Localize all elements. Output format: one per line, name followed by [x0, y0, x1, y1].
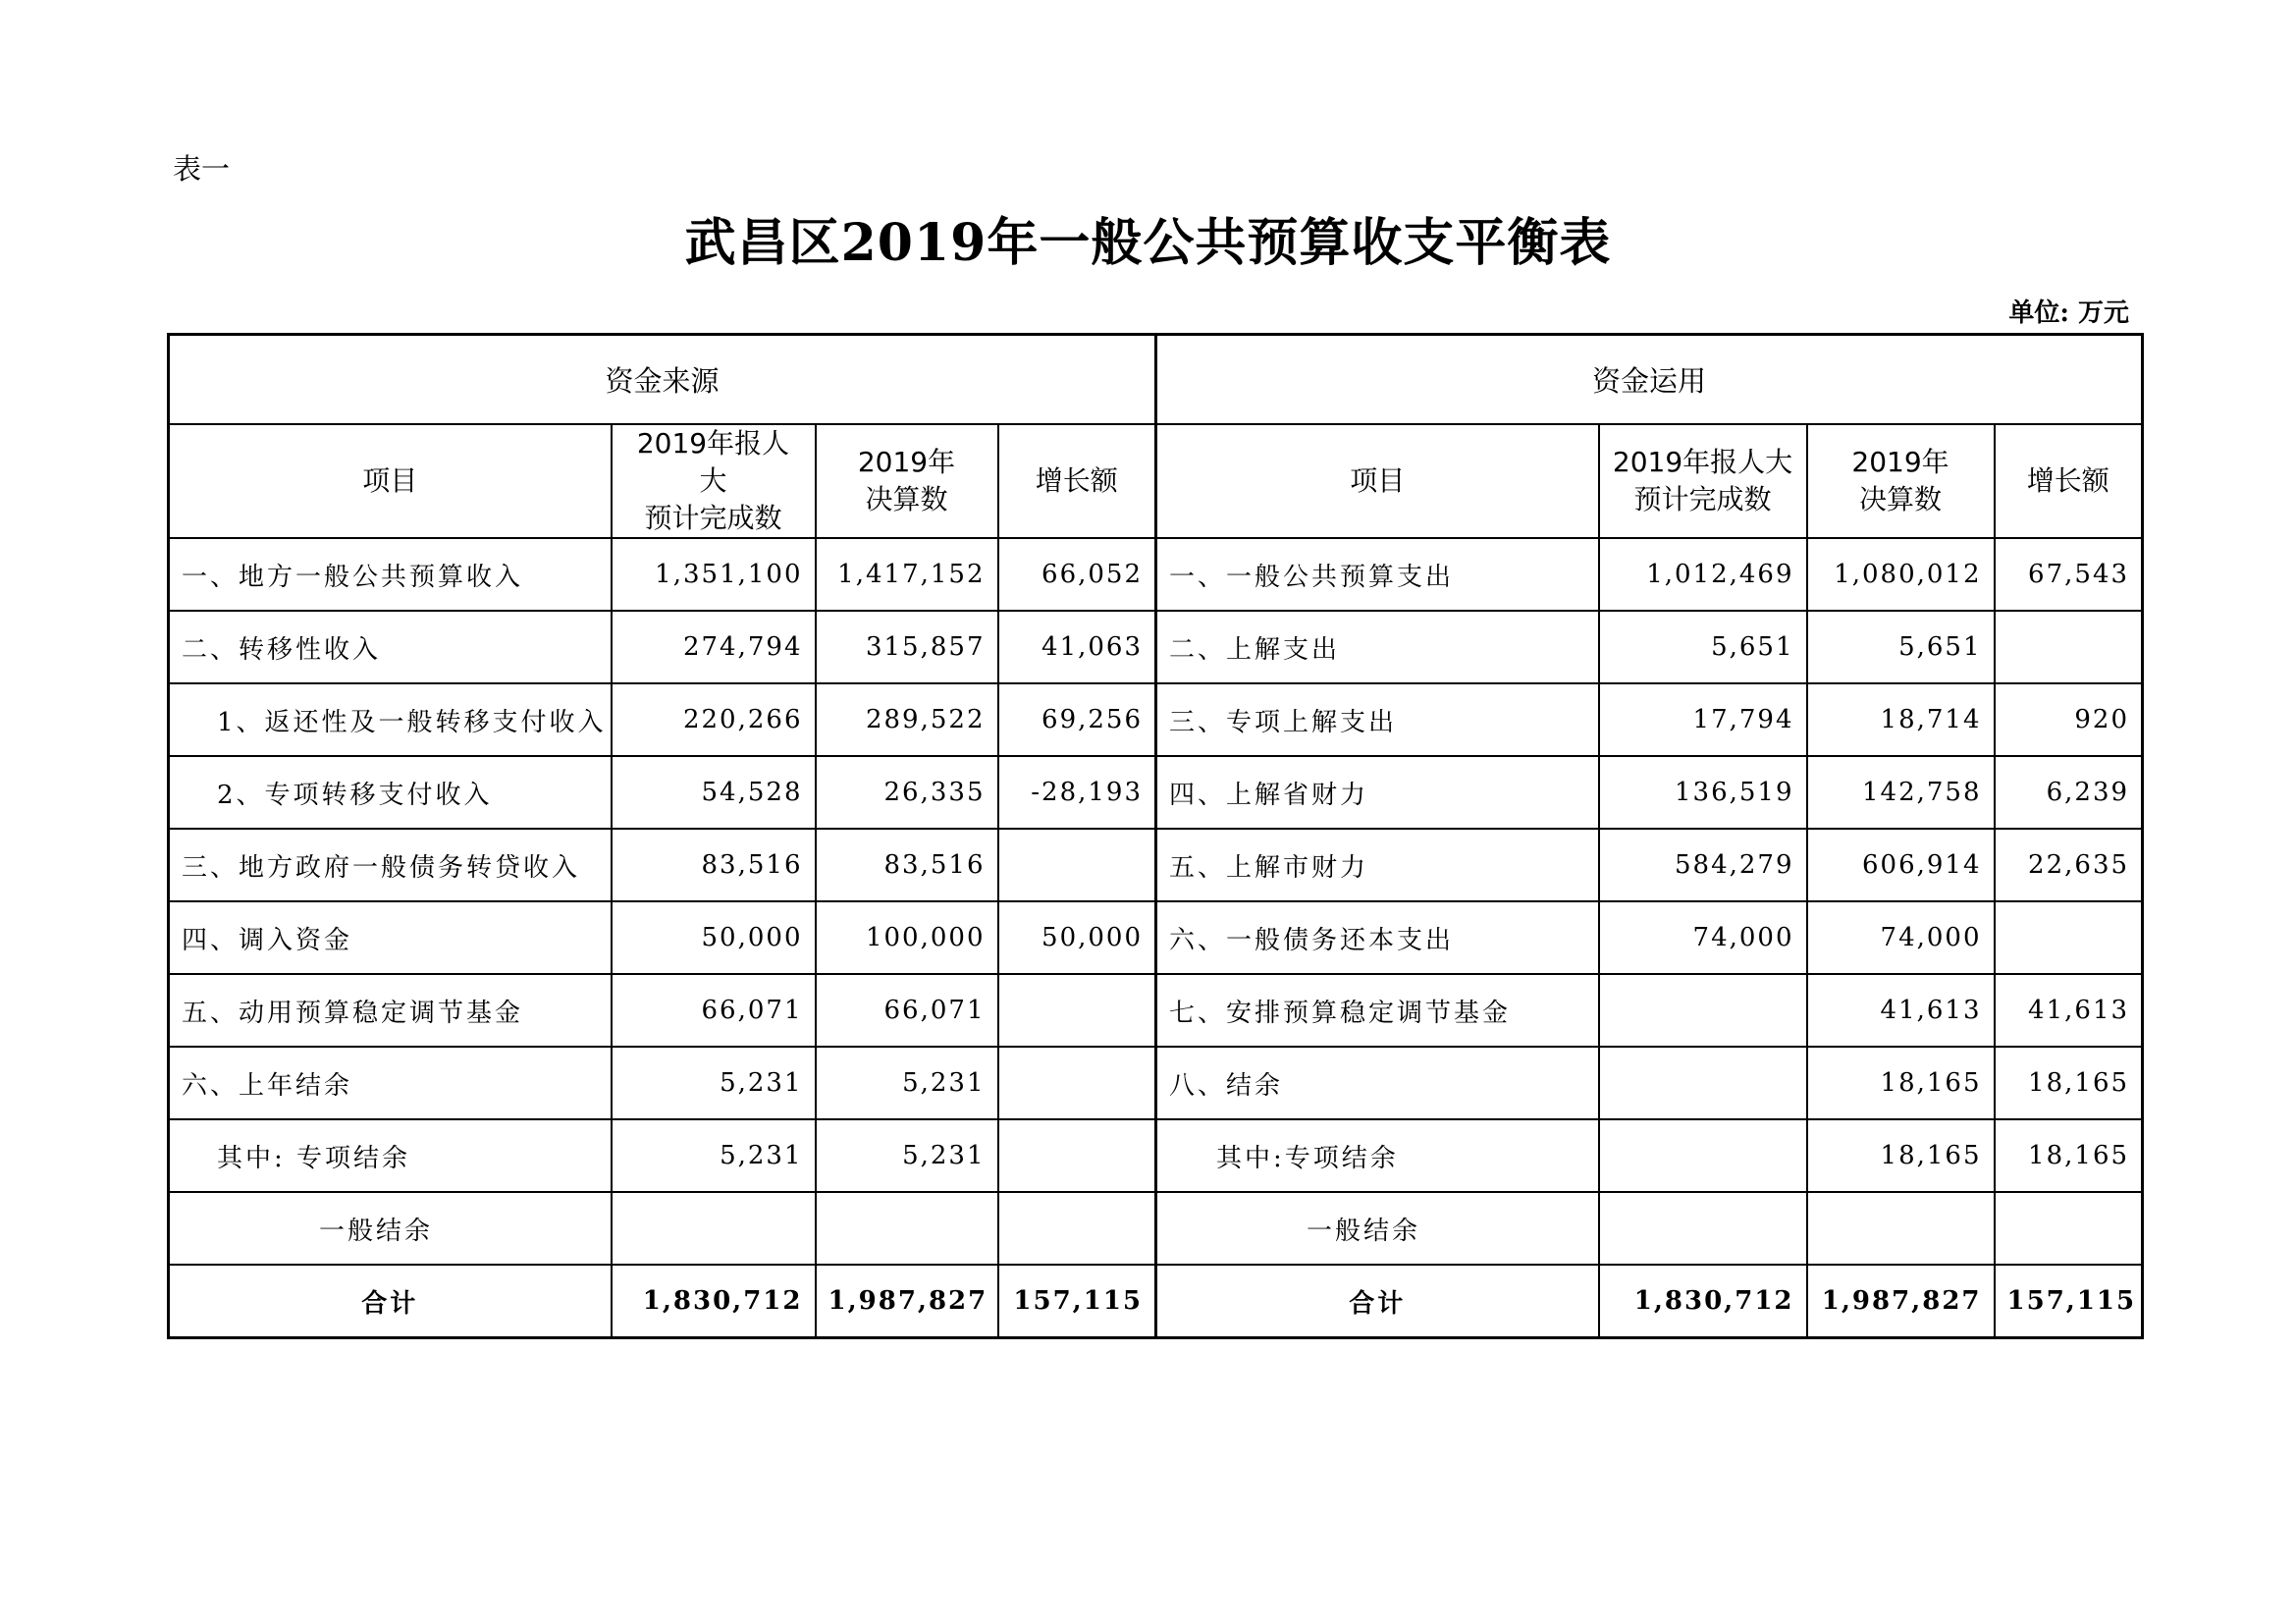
left-final	[816, 1192, 998, 1265]
left-total-label: 合计	[169, 1265, 612, 1338]
right-final: 18,714	[1807, 683, 1995, 756]
table-row	[169, 974, 2143, 1047]
header-item-left: 项目	[169, 424, 612, 538]
table-row	[169, 756, 2143, 829]
left-growth: 66,052	[998, 538, 1156, 611]
section-header-row	[169, 335, 2143, 425]
right-total-final: 1,987,827	[1807, 1265, 1995, 1338]
left-final: 100,000	[816, 901, 998, 974]
header-final-right	[1807, 424, 1995, 538]
left-item: 2、专项转移支付收入	[169, 756, 612, 829]
right-item: 其中:专项结余	[1156, 1119, 1599, 1192]
right-item: 四、上解省财力	[1156, 756, 1599, 829]
left-estimate: 66,071	[612, 974, 816, 1047]
right-total-growth: 157,115	[1995, 1265, 2143, 1338]
header-estimate-line1: 2019年报人大	[636, 427, 790, 497]
table-row	[169, 611, 2143, 683]
right-growth	[1995, 611, 2143, 683]
table-row	[169, 1192, 2143, 1265]
right-growth: 18,165	[1995, 1119, 2143, 1192]
header-final-line1: 2019年	[1851, 446, 1949, 478]
table-row	[169, 829, 2143, 901]
header-estimate-line2: 预计完成数	[644, 502, 782, 534]
right-estimate: 584,279	[1599, 829, 1807, 901]
header-estimate-line1: 2019年报人大	[1612, 446, 1793, 478]
left-estimate: 54,528	[612, 756, 816, 829]
left-item: 一、地方一般公共预算收入	[169, 538, 612, 611]
header-estimate-right	[1599, 424, 1807, 538]
right-final: 18,165	[1807, 1047, 1995, 1119]
left-growth	[998, 1047, 1156, 1119]
left-final: 66,071	[816, 974, 998, 1047]
left-total-growth: 157,115	[998, 1265, 1156, 1338]
column-header-row	[169, 424, 2143, 538]
header-estimate-left	[612, 424, 816, 538]
left-growth	[998, 829, 1156, 901]
left-growth: 41,063	[998, 611, 1156, 683]
header-growth-left: 增长额	[998, 424, 1156, 538]
total-row	[169, 1265, 2143, 1338]
left-growth	[998, 1119, 1156, 1192]
unit-label: 单位: 万元	[2008, 298, 2129, 328]
left-estimate: 83,516	[612, 829, 816, 901]
left-final: 289,522	[816, 683, 998, 756]
right-final	[1807, 1192, 1995, 1265]
header-final-left	[816, 424, 998, 538]
header-final-line1: 2019年	[857, 446, 956, 478]
section-source: 资金来源	[169, 335, 1156, 425]
left-estimate: 220,266	[612, 683, 816, 756]
left-final: 315,857	[816, 611, 998, 683]
left-total-final: 1,987,827	[816, 1265, 998, 1338]
left-estimate: 5,231	[612, 1119, 816, 1192]
left-item: 二、转移性收入	[169, 611, 612, 683]
table-row	[169, 901, 2143, 974]
left-final: 5,231	[816, 1047, 998, 1119]
table-row	[169, 1047, 2143, 1119]
right-total-label: 合计	[1156, 1265, 1599, 1338]
right-estimate: 17,794	[1599, 683, 1807, 756]
table-row	[169, 1119, 2143, 1192]
left-estimate	[612, 1192, 816, 1265]
right-item: 一、一般公共预算支出	[1156, 538, 1599, 611]
right-final: 1,080,012	[1807, 538, 1995, 611]
right-item: 六、一般债务还本支出	[1156, 901, 1599, 974]
right-final: 74,000	[1807, 901, 1995, 974]
left-estimate: 5,231	[612, 1047, 816, 1119]
budget-balance-table	[167, 333, 2144, 1339]
left-estimate: 50,000	[612, 901, 816, 974]
right-item: 三、专项上解支出	[1156, 683, 1599, 756]
left-estimate: 1,351,100	[612, 538, 816, 611]
right-growth: 41,613	[1995, 974, 2143, 1047]
right-growth: 18,165	[1995, 1047, 2143, 1119]
header-final-line2: 决算数	[865, 483, 948, 515]
left-item: 三、地方政府一般债务转贷收入	[169, 829, 612, 901]
right-growth	[1995, 901, 2143, 974]
right-item: 二、上解支出	[1156, 611, 1599, 683]
left-growth: -28,193	[998, 756, 1156, 829]
table-row	[169, 538, 2143, 611]
left-item: 1、返还性及一般转移支付收入	[169, 683, 612, 756]
right-estimate	[1599, 1192, 1807, 1265]
left-item: 六、上年结余	[169, 1047, 612, 1119]
right-final: 606,914	[1807, 829, 1995, 901]
left-item: 一般结余	[169, 1192, 612, 1265]
header-final-line2: 决算数	[1859, 483, 1943, 515]
right-estimate	[1599, 974, 1807, 1047]
right-item: 八、结余	[1156, 1047, 1599, 1119]
left-growth	[998, 1192, 1156, 1265]
header-item-right: 项目	[1156, 424, 1599, 538]
right-estimate: 74,000	[1599, 901, 1807, 974]
left-final: 1,417,152	[816, 538, 998, 611]
page-title: 武昌区2019年一般公共预算收支平衡表	[684, 213, 1612, 273]
right-growth: 920	[1995, 683, 2143, 756]
section-use: 资金运用	[1156, 335, 2143, 425]
left-growth	[998, 974, 1156, 1047]
right-growth: 6,239	[1995, 756, 2143, 829]
left-total-estimate: 1,830,712	[612, 1265, 816, 1338]
right-item: 一般结余	[1156, 1192, 1599, 1265]
left-item: 四、调入资金	[169, 901, 612, 974]
left-final: 5,231	[816, 1119, 998, 1192]
left-growth: 50,000	[998, 901, 1156, 974]
table-label: 表一	[173, 152, 231, 186]
right-final: 5,651	[1807, 611, 1995, 683]
right-total-estimate: 1,830,712	[1599, 1265, 1807, 1338]
left-final: 83,516	[816, 829, 998, 901]
left-final: 26,335	[816, 756, 998, 829]
right-item: 七、安排预算稳定调节基金	[1156, 974, 1599, 1047]
right-item: 五、上解市财力	[1156, 829, 1599, 901]
right-growth	[1995, 1192, 2143, 1265]
left-item: 其中: 专项结余	[169, 1119, 612, 1192]
right-estimate: 5,651	[1599, 611, 1807, 683]
right-estimate	[1599, 1047, 1807, 1119]
right-estimate: 136,519	[1599, 756, 1807, 829]
right-estimate: 1,012,469	[1599, 538, 1807, 611]
right-final: 142,758	[1807, 756, 1995, 829]
header-estimate-line2: 预计完成数	[1633, 483, 1772, 515]
left-growth: 69,256	[998, 683, 1156, 756]
right-growth: 22,635	[1995, 829, 2143, 901]
right-final: 41,613	[1807, 974, 1995, 1047]
right-growth: 67,543	[1995, 538, 2143, 611]
header-growth-right: 增长额	[1995, 424, 2143, 538]
right-final: 18,165	[1807, 1119, 1995, 1192]
table-row	[169, 683, 2143, 756]
right-estimate	[1599, 1119, 1807, 1192]
left-item: 五、动用预算稳定调节基金	[169, 974, 612, 1047]
left-estimate: 274,794	[612, 611, 816, 683]
